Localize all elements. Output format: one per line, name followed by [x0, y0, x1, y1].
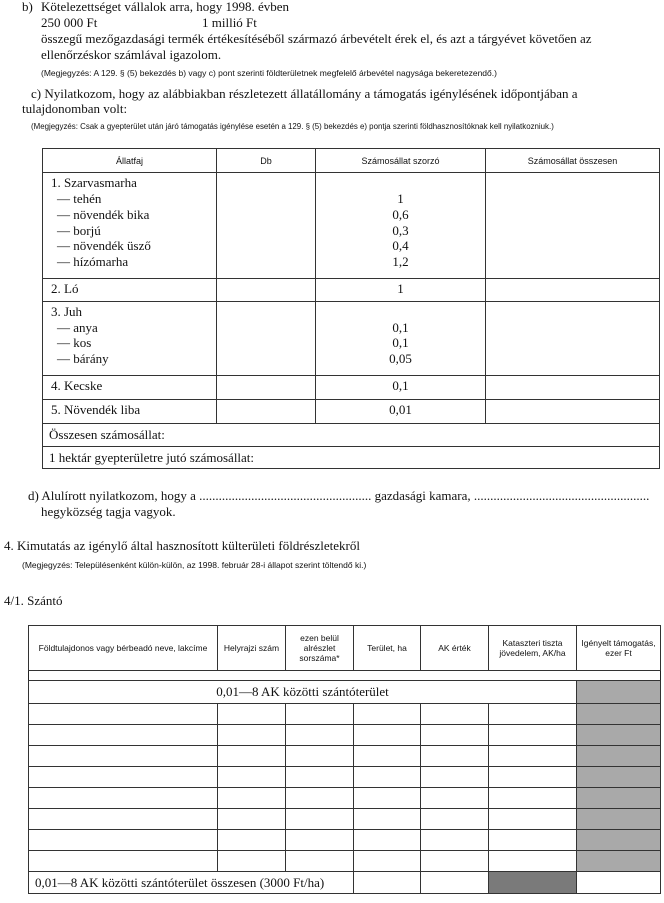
section-b-letter: b): [22, 0, 33, 14]
section-b-line4: ellenőrzéskor számlával igazolom.: [41, 47, 222, 62]
animal-label: 4. Kecske: [51, 377, 103, 393]
total-cell[interactable]: [486, 301, 660, 375]
total-ak-cell[interactable]: [421, 872, 489, 894]
header-count: Db: [217, 149, 316, 173]
section-4-title: 4. Kimutatás az igénylő által hasznosított külterületi földrészletekről: [4, 538, 360, 553]
section-c-line2: tulajdonomban volt:: [22, 101, 128, 116]
multiplier-value: 0,05: [389, 351, 412, 367]
livestock-table: [42, 148, 660, 469]
total-cell[interactable]: [486, 400, 660, 424]
count-cell[interactable]: [217, 278, 316, 301]
animal-label: 1. Szarvasmarha: [51, 175, 137, 191]
animal-label: 2. Ló: [51, 280, 79, 296]
animal-label: — tehén: [57, 191, 102, 207]
header-owner: Földtulajdonos vagy bérbeadó neve, lakcíme: [29, 626, 218, 671]
count-cell[interactable]: [217, 400, 316, 424]
count-cell[interactable]: [217, 301, 316, 375]
band-label: 0,01—8 AK közötti szántóterület: [29, 681, 577, 704]
multiplier-value: 0,1: [392, 335, 409, 351]
header-cadastral-income: Kataszteri tiszta jövedelem, AK/ha: [489, 626, 577, 671]
total-cell[interactable]: [486, 375, 660, 399]
multiplier-value: 0,01: [389, 402, 412, 418]
header-parcel-number: Helyrajzi szám: [218, 626, 286, 671]
multiplier-value: 1: [397, 191, 404, 207]
total-area-cell[interactable]: [354, 872, 421, 894]
section-b-line1: Kötelezettséget vállalok arra, hogy 1998. évben: [41, 0, 289, 14]
total-support-cell[interactable]: [577, 872, 661, 894]
section-4-note: (Megjegyzés: Településenként külön-külön, az 1998. február 28-i állapot szerint töltendő ki.): [22, 560, 367, 570]
table-row: [29, 830, 661, 851]
header-subparcel: ezen belül alrészlet sorszáma*: [286, 626, 354, 671]
section-c-line1: c) Nyilatkozom, hogy az alábbiakban részletezett állatállomány a támogatás igénylésének időpontjában a: [31, 86, 578, 101]
count-cell[interactable]: [217, 173, 316, 278]
multiplier-value: [316, 304, 485, 320]
section-d-line2: hegyközség tagja vagyok.: [41, 504, 176, 519]
table-row: [43, 446, 660, 468]
animal-label: — bárány: [57, 351, 109, 367]
total-cell[interactable]: [486, 173, 660, 278]
multiplier-value: 1,2: [392, 254, 409, 270]
multiplier-value: [316, 175, 485, 191]
header-area: Terület, ha: [354, 626, 421, 671]
multiplier-value: 0,4: [392, 238, 409, 254]
animal-label: — borjú: [57, 222, 101, 238]
multiplier-value: 0,1: [392, 377, 409, 393]
per-hectare-label: 1 hektár gyepterületre jutó számosállat:: [49, 449, 255, 465]
section-b-amount1: 250 000 Ft: [41, 15, 98, 30]
table-row: [29, 746, 661, 767]
table-row: [43, 173, 660, 278]
table-row: [43, 375, 660, 399]
table-row: [29, 725, 661, 746]
table-row: [29, 704, 661, 725]
animal-label: 5. Növendék liba: [51, 402, 141, 418]
section-b-line3: összegű mezőgazdasági termék értékesítéséből származó árbevételt érek el, és azt a tárgyévet követően az: [41, 31, 592, 46]
table-row: [43, 278, 660, 301]
section-c-note: (Megjegyzés: Csak a gyepterület után járó támogatás igénylése esetén a 129. § (5) bekezdés e) pontja szerinti földhasznosítóknak kell nyilatkozniuk.): [31, 122, 554, 131]
arable-land-table: [28, 625, 661, 894]
table-row: [29, 809, 661, 830]
animal-label: — hízómarha: [57, 254, 129, 270]
table-row: [29, 767, 661, 788]
header-multiplier: Számosállat szorzó: [316, 149, 486, 173]
animal-label: 3. Juh: [51, 303, 83, 319]
animal-label: — növendék üsző: [57, 238, 151, 254]
section-d-line1: d) Alulírott nyilatkozom, hogy a ..................................................... gazdasági kamara, ......................................................: [28, 488, 650, 503]
table-row: [43, 400, 660, 424]
band-total-label: 0,01—8 AK közötti szántóterület összesen (3000 Ft/ha): [29, 872, 354, 894]
table-row: [29, 851, 661, 872]
table-row: [29, 872, 661, 894]
header-total: Számosállat összesen: [486, 149, 660, 173]
animal-label: — kos: [57, 335, 92, 351]
section-b-note: (Megjegyzés: A 129. § (5) bekezdés b) vagy c) pont szerinti földterületnek megfelelő árbevétel nagysága bekeretezendő.): [41, 68, 497, 78]
table-row: [29, 788, 661, 809]
multiplier-value: 0,3: [392, 222, 409, 238]
table-row: [43, 301, 660, 375]
animal-label: — anya: [57, 319, 98, 335]
animal-label: — növendék bika: [57, 206, 150, 222]
multiplier-value: 0,1: [392, 319, 409, 335]
count-cell[interactable]: [217, 375, 316, 399]
table-row: [43, 424, 660, 446]
header-requested-support: Igényelt támogatás, ezer Ft: [577, 626, 661, 671]
section-b-amount2: 1 millió Ft: [202, 15, 257, 30]
total-cell[interactable]: [486, 278, 660, 301]
header-species: Állatfaj: [43, 149, 217, 173]
multiplier-value: 0,6: [392, 206, 409, 222]
total-animals-label: Összesen számosállat:: [49, 427, 165, 443]
multiplier-value: 1: [397, 280, 404, 296]
section-41-title: 4/1. Szántó: [4, 593, 63, 608]
header-ak-value: AK érték: [421, 626, 489, 671]
